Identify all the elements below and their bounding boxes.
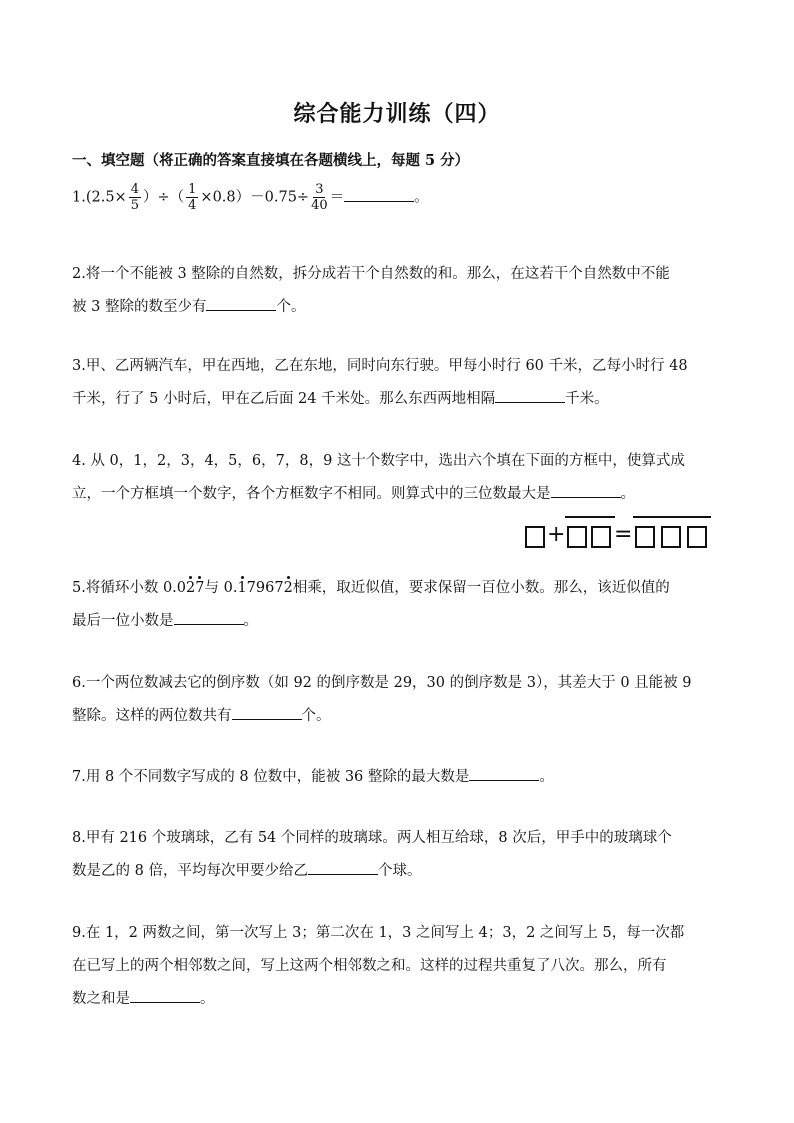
question-8-line-2: 数是乙的 8 倍，平均每次甲要少给乙 个球。 — [72, 863, 422, 879]
question-9-line-3: 数之和是 。 — [72, 991, 215, 1007]
question-3-line-2: 千米，行了 5 小时后，甲在乙后面 24 千米处。那么东西两地相隔 千米。 — [72, 391, 609, 407]
question-9-line-1: 9.在 1，2 两数之间，第一次写上 3；第二次在 1，3 之间写上 4；3，2 之间写上 5，每一次都 — [72, 925, 685, 941]
answer-blank[interactable] — [469, 768, 539, 781]
digit-box[interactable] — [525, 526, 545, 548]
repeating-digit: 2 — [186, 580, 196, 596]
question-5-line-1: 5.将循环小数 0.027与 0.179672相乘，取近似值，要求保留一百位小数。那么，该近似值的 — [72, 580, 670, 596]
digit-box[interactable] — [635, 526, 655, 548]
question-7: 7.用 8 个不同数字写成的 8 位数中，能被 36 整除的最大数是 。 — [72, 769, 554, 785]
repeating-digit: 1 — [237, 580, 247, 596]
overline — [565, 516, 615, 518]
fraction: $\frac{4}{5}$ — [130, 182, 139, 213]
question-4-line-1: 4. 从 0，1，2，3，4，5，6，7，8，9 这十个数字中，选出六个填在下面的方框中，使算式成 — [72, 453, 685, 469]
answer-blank[interactable] — [232, 707, 302, 720]
question-2-line-2: 被 3 整除的数至少有 个。 — [72, 299, 306, 315]
answer-blank[interactable] — [495, 390, 565, 403]
fraction: $\frac{3}{40}$ — [311, 182, 328, 213]
answer-blank[interactable] — [551, 485, 621, 498]
question-9-line-2: 在已写上的两个相邻数之间，写上这两个相邻数之和。这样的过程共重复了八次。那么，所有 — [72, 958, 667, 974]
equals-sign: = — [614, 522, 633, 547]
question-1: 1.(2.5× $\frac{4}{5}$ ）÷（ $\frac{1}{4}$ ×0.8）－0.75÷ $\frac{3}{40}$ ＝ 。 — [72, 182, 429, 213]
fraction: $\frac{1}{4}$ — [188, 182, 197, 213]
answer-blank[interactable] — [308, 862, 378, 875]
digit-box-equation — [523, 514, 723, 552]
question-6-line-2: 整除。这样的两位数共有 个。 — [72, 708, 331, 724]
digit-box[interactable] — [687, 526, 707, 548]
repeating-digit: 7 — [195, 580, 205, 596]
question-4-line-2: 立，一个方框填一个数字，各个方框数字不相同。则算式中的三位数最大是 。 — [72, 486, 635, 502]
question-3-line-1: 3.甲、乙两辆汽车，甲在西地，乙在东地，同时向东行驶。甲每小时行 60 千米，乙每小时行 48 — [72, 358, 688, 374]
digit-box[interactable] — [591, 526, 611, 548]
page-title: 综合能力训练（四） — [293, 101, 501, 127]
digit-box[interactable] — [661, 526, 681, 548]
q1-prefix: 1.(2.5× — [72, 189, 127, 206]
answer-blank[interactable] — [130, 990, 200, 1003]
digit-box[interactable] — [567, 526, 587, 548]
answer-blank[interactable] — [344, 189, 414, 202]
answer-blank[interactable] — [174, 612, 244, 625]
question-5-line-2: 最后一位小数是 。 — [72, 613, 258, 629]
repeating-digit: 2 — [283, 580, 293, 596]
question-6-line-1: 6.一个两位数减去它的倒序数（如 92 的倒序数是 29，30 的倒序数是 3），其差大于 0 且能被 9 — [72, 675, 692, 691]
question-2-line-1: 2.将一个不能被 3 整除的自然数，拆分成若干个自然数的和。那么，在这若干个自然数中不能 — [72, 266, 670, 282]
overline — [633, 516, 711, 518]
section-header: 一、填空题（将正确的答案直接填在各题横线上，每题 5 分） — [72, 152, 470, 169]
question-8-line-1: 8.甲有 216 个玻璃球，乙有 54 个同样的玻璃球。两人相互给球，8 次后，甲手中的玻璃球个 — [72, 830, 672, 846]
answer-blank[interactable] — [206, 298, 276, 311]
plus-sign: + — [547, 522, 566, 547]
